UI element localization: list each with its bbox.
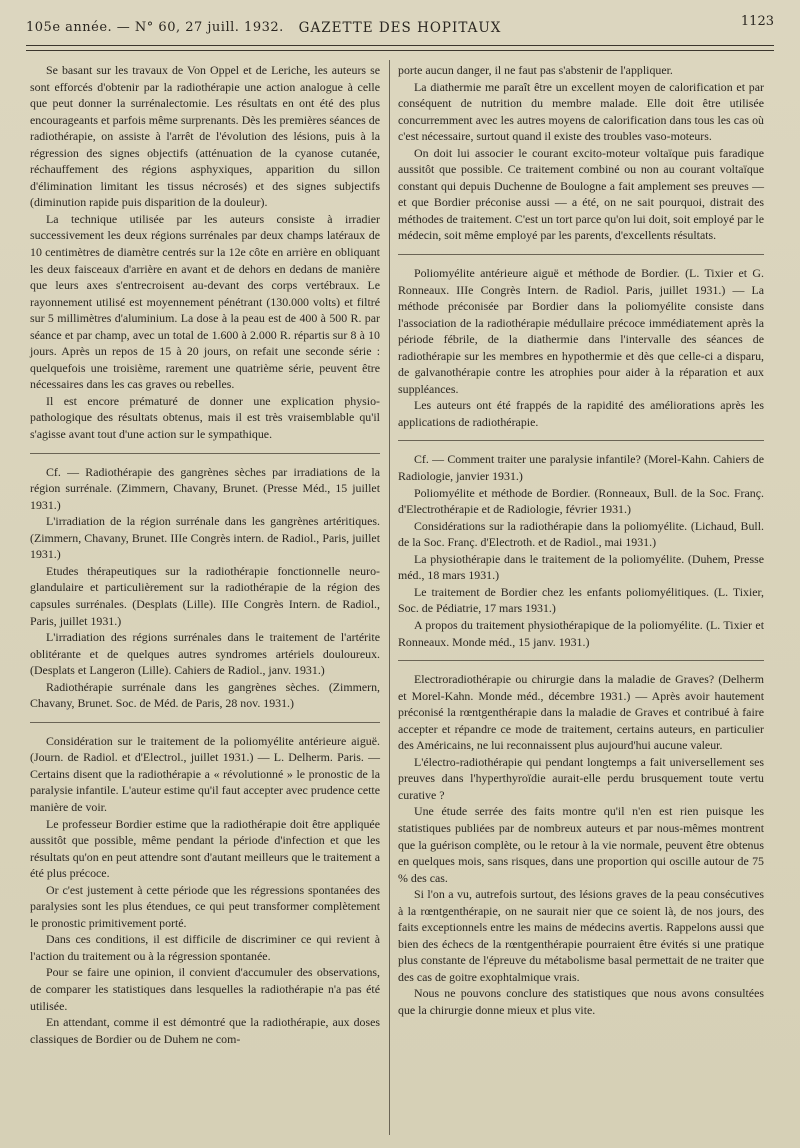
paragraph: La technique utilisée par les auteurs consiste à irradier successivement les deux régions surrénales par deux champs latéraux de 10 centimètres de diamètre centrés sur la 12e côte en arrière en obliquant les deux faisceaux d'arrière en avant et de dehors en dedans de manière que leurs axes s'entrecroisent au-devant des corps vertébraux. Le rayonnement utilisé est moyennement pénétrant (130.000 volts) et filtré sur 5 millimètres d'aluminium. La dose à la peau est de 400 à 500 R. par séance et par champ, avec un total de 1.600 à 2.000 R. répartis sur 8 à 10 jours. Après un repos de 15 à 20 jours, on refait une seconde série : quelquefois une troisième, rarement une quatrième série, peuvent être nécessaires dans les cas graves ou rebelles. [30, 211, 380, 392]
section-divider [398, 660, 764, 661]
running-header [26, 12, 774, 42]
section-divider [398, 254, 764, 255]
reference: Etudes thérapeutiques sur la radiothérapie fonctionnelle neuro-glandulaire et particulièrement sur la radiothérapie de la région des capsules surrénales. (Desplats (Lille). IIIe Congrès Intern. de Radiol., Paris, juillet 1931.) [30, 563, 380, 628]
issue-info: 105e année. — N° 60, 27 juill. 1932. [26, 20, 284, 35]
paragraph: Dans ces conditions, il est difficile de discriminer ce qui revient à l'action du traitement ou à la régression spontanée. [30, 932, 380, 963]
reference: Cf. — Comment traiter une paralysie infantile? (Morel-Kahn. Cahiers de Radiologie, janvier 1931.) [398, 452, 764, 484]
paragraph: Il est encore prématuré de donner une explication physio-pathologique des résultats obtenus, mais il est très vraisemblable qu'il s'agisse avant tout d'une action sur le sympathique. [30, 393, 380, 442]
section-divider [30, 453, 380, 454]
reference: La physiothérapie dans le traitement de la poliomyélite. (Duhem, Presse méd., 18 mars 1931.) [398, 551, 764, 583]
page-number: 1123 [740, 14, 774, 29]
reference: L'irradiation de la région surrénale dans les gangrènes artéritiques. (Zimmern, Chavany, Brunet. IIIe Congrès intern. de Radiol., Paris, juillet 1931.) [30, 514, 380, 562]
paragraph: On doit lui associer le courant excito-moteur voltaïque puis faradique aussitôt que possible. Ce traitement combiné ou non au courant voltaïque constant qui depuis Duchenne de Boulogne a fait amplement ses preuves — et que Bordier préconise aussi — a été, on ne sait pourquoi, distrait des méthodes de traitement. C'est un tort parce qu'on lui doit, soit employé par le médecin, soit même employé par les parents, d'excellents résultats. [398, 145, 764, 243]
paragraph: Les auteurs ont été frappés de la rapidité des améliorations après les applications de radiothérapie. [398, 398, 764, 429]
paragraph: En attendant, comme il est démontré que la radiothérapie, aux doses classiques de Bordier ou de Duhem ne com- [30, 1015, 380, 1046]
section-divider [30, 722, 380, 723]
paragraph: Si l'on a vu, autrefois surtout, des lésions graves de la peau consécutives à la rœntgenthérapie, on ne saurait nier que ce soient là, de nos jours, des faits exceptionnels entre les mains de médecins avertis. Rappelons aussi que bien des échecs de la rœntgenthérapie pourraient être évités si une pratique plus constante de l'épreuve du métabolisme basal permettait de ne traiter que des cas de goitre exophtalmique vrais. [398, 887, 764, 984]
header-rule [26, 45, 774, 46]
paragraph: porte aucun danger, il ne faut pas s'abstenir de l'appliquer. [398, 63, 673, 77]
reference: Le traitement de Bordier chez les enfants poliomyélitiques. (L. Tixier, Soc. de Pédiatrie, 17 mars 1931.) [398, 584, 764, 616]
section-divider [398, 440, 764, 441]
paragraph: Or c'est justement à cette période que les régressions spontanées des paralysies sont les plus étendues, ce qui peut transformer complètement le pronostic primitivement porté. [30, 882, 380, 930]
paragraph: Une étude serrée des faits montre qu'il n'en est rien puisque les statistiques publiées par de nombreux auteurs et par nous-mêmes montrent que la guérison complète, ou le retour à la vie normale, peuvent être obtenus en quelques mois, sans risques, dans une proportion qui oscille autour de 75 % des cas. [398, 804, 764, 885]
reference: Cf. — Radiothérapie des gangrènes sèches par irradiations de la région surrénale. (Zimmern, Chavany, Brunet. (Presse Méd., 15 juillet 1931.) [30, 464, 380, 512]
paragraph: Pour se faire une opinion, il convient d'accumuler des observations, de comparer les statistiques dans lesquelles la radiothérapie n'a pas été utilisée. [30, 965, 380, 1013]
reference: Radiothérapie surrénale dans les gangrènes sèches. (Zimmern, Chavany, Brunet. Soc. de Méd. de Paris, 28 nov. 1931.) [30, 679, 380, 711]
paragraph: L'électro-radiothérapie qui pendant longtemps a fait universellement ses preuves dans l'hyperthyroïdie aurait-elle perdu brusquement toute vertu curative ? [398, 754, 764, 802]
header-rule-thin [26, 50, 774, 51]
paragraph: Nous ne pouvons conclure des statistiques que nous avons consultées que la chirurgie donne mieux et plus vite. [398, 986, 764, 1017]
paragraph: Se basant sur les travaux de Von Oppel et de Leriche, les auteurs se sont efforcés d'obtenir par la radiothérapie une action analogue à celle que peut donner la surrénalectomie. Les résultats en ont été des plus encourageants et parfois même surprenants. Dès les premières séances de radiothérapie, on assiste à l'arrêt de l'évolution des lésions, puis à la régression des signes objectifs (atténuation de la cyanose cutanée, réchauffement des régions asphyxiques, apparition du sillon d'élimination limitant les tissus nécrosés) et des signes subjectifs (diminution rapide puis disparition de la douleur). [30, 63, 380, 210]
article-abstract: Considération sur le traitement de la poliomyélite antérieure aiguë. (Journ. de Radiol. et d'Electrol., juillet 1931.) — L. Delherm. Paris. — Certains disent que la radiothérapie a « révolutionné » le pronostic de la paralysie infantile. L'auteur estime qu'il faut accepter avec prudence cette manière de voir. [30, 733, 380, 814]
article-abstract: Electroradiothérapie ou chirurgie dans la maladie de Graves? (Delherm et Morel-Kahn. Monde méd., décembre 1931.) — Après avoir hautement préconisé la rœntgenthérapie dans la maladie de Graves et contribué à faire accepter et répandre ce mode de traitement, certains auteurs, en particulier des Américains, ne lui reconnaissent plus aujourd'hui aucune valeur. [398, 672, 764, 753]
reference: Considérations sur la radiothérapie dans la poliomyélite. (Lichaud, Bull. de la Soc. Franç. d'Electroth. et de Radiol., mai 1931.) [398, 518, 764, 550]
left-column [30, 62, 380, 1047]
reference: A propos du traitement physiothérapique de la poliomyélite. (L. Tixier et Ronneaux. Monde méd., 15 janv. 1931.) [398, 617, 764, 649]
column-divider [389, 60, 390, 1135]
paragraph: Le professeur Bordier estime que la radiothérapie doit être appliquée aussitôt que possible, même pendant la période d'infection et que les résultats qu'on en peut attendre sont d'autant meilleurs que le traitement a été plus précoce. [30, 816, 380, 881]
journal-title: GAZETTE DES HOPITAUX [298, 20, 502, 36]
article-abstract: Poliomyélite antérieure aiguë et méthode de Bordier. (L. Tixier et G. Ronneaux. IIIe Congrès Intern. de Radiol. Paris, juillet 1931.) — La méthode préconisée par Bordier dans la poliomyélite consiste dans l'association de la radiothérapie médullaire précoce immédiatement après la période fébrile, de la diathermie dans l'intervalle des séances de radiothérapie sur les membres en hypothermie et dès que celle-ci a disparu, de galvanothérapie contre les atrophies pour aider à la réparation et aux suppléances. [398, 266, 764, 396]
right-column [398, 62, 764, 1019]
reference: Poliomyélite et méthode de Bordier. (Ronneaux, Bull. de la Soc. Franç. d'Electrothérapie et de Radiologie, février 1931.) [398, 485, 764, 517]
reference: L'irradiation des régions surrénales dans le traitement de l'artérite oblitérante et de quelques autres syndromes artériels douloureux. (Desplats et Langeron (Lille). Cahiers de Radiol., janv. 1931.) [30, 630, 380, 678]
paragraph: La diathermie me paraît être un excellent moyen de calorification et par conséquent de nutrition du membre malade. Elle doit être utilisée concurremment avec les autres moyens de calorification dans tous les cas où c'est nécessaire, surtout quand il existe des troubles vaso-moteurs. [398, 79, 764, 144]
